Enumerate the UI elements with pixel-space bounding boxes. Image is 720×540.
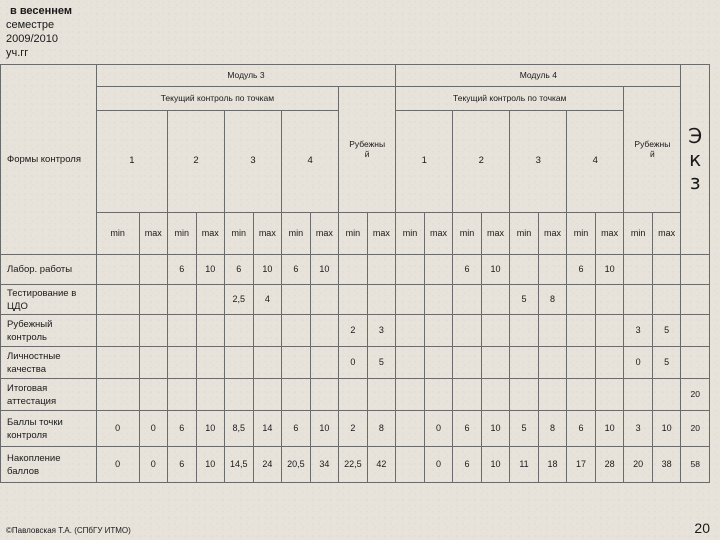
table-cell xyxy=(339,379,368,411)
table-cell: 2,5 xyxy=(225,285,254,315)
table-cell xyxy=(481,285,510,315)
table-cell: 20 xyxy=(681,411,710,447)
table-cell: 6 xyxy=(453,255,482,285)
table-cell: 6 xyxy=(225,255,254,285)
table-cell: 10 xyxy=(481,255,510,285)
row-label: Итоговая аттестация xyxy=(1,379,97,411)
row-label: Рубежный контроль xyxy=(1,315,97,347)
table-cell xyxy=(681,347,710,379)
table-cell xyxy=(367,285,396,315)
table-cell: 28 xyxy=(595,447,624,483)
max-header: max xyxy=(196,213,225,255)
control-table xyxy=(0,64,710,483)
table-cell: 10 xyxy=(481,447,510,483)
table-cell xyxy=(96,255,139,285)
module3-header: Модуль 3 xyxy=(96,65,395,87)
table-cell xyxy=(196,315,225,347)
max-header: max xyxy=(310,213,339,255)
table-cell xyxy=(595,347,624,379)
table-cell: 6 xyxy=(168,447,197,483)
table-cell: 0 xyxy=(424,447,453,483)
table-cell xyxy=(282,379,311,411)
exam-header xyxy=(681,65,710,255)
table-cell xyxy=(396,447,425,483)
table-cell xyxy=(681,315,710,347)
table-cell: 10 xyxy=(196,411,225,447)
table-cell xyxy=(225,347,254,379)
boundary-m4 xyxy=(624,87,681,213)
table-cell: 18 xyxy=(538,447,567,483)
table-cell xyxy=(310,379,339,411)
table-cell xyxy=(453,379,482,411)
table-cell: 5 xyxy=(652,347,681,379)
table-cell xyxy=(510,255,539,285)
table-cell: 34 xyxy=(310,447,339,483)
table-cell xyxy=(567,315,596,347)
page-number: 20 xyxy=(694,520,710,536)
table-cell xyxy=(538,315,567,347)
table-cell xyxy=(453,315,482,347)
table-row xyxy=(1,379,710,411)
table-cell xyxy=(367,255,396,285)
table-cell: 10 xyxy=(481,411,510,447)
table-cell xyxy=(282,347,311,379)
table-cell: 42 xyxy=(367,447,396,483)
boundary-label: Рубежный xyxy=(349,138,386,159)
boundary-m3 xyxy=(339,87,396,213)
table-cell xyxy=(652,379,681,411)
note-line: семестре xyxy=(6,19,55,31)
table-cell xyxy=(424,255,453,285)
table-cell xyxy=(310,347,339,379)
boundary-label: Рубежный xyxy=(634,138,671,159)
min-header: min xyxy=(339,213,368,255)
point-header: 1 xyxy=(96,111,167,213)
table-cell xyxy=(396,255,425,285)
table-cell xyxy=(538,347,567,379)
table-cell: 0 xyxy=(139,447,168,483)
table-cell: 10 xyxy=(595,255,624,285)
table-cell xyxy=(168,347,197,379)
point-header: 1 xyxy=(396,111,453,213)
table-cell: 8 xyxy=(538,411,567,447)
table-cell xyxy=(595,285,624,315)
table-cell xyxy=(168,315,197,347)
table-cell: 24 xyxy=(253,447,282,483)
table-cell: 3 xyxy=(367,315,396,347)
exam-label: Экз xyxy=(688,124,703,194)
table-cell xyxy=(567,379,596,411)
table-cell xyxy=(139,315,168,347)
table-cell xyxy=(396,411,425,447)
table-cell: 2 xyxy=(339,315,368,347)
table-cell: 0 xyxy=(339,347,368,379)
max-header: max xyxy=(367,213,396,255)
table-cell xyxy=(96,379,139,411)
row-label: Тестирование в ЦДО xyxy=(1,285,97,315)
table-cell: 6 xyxy=(453,411,482,447)
note-line: 2009/2010 xyxy=(6,33,58,45)
min-header: min xyxy=(453,213,482,255)
table-cell xyxy=(339,255,368,285)
max-header: max xyxy=(481,213,510,255)
max-header: max xyxy=(139,213,168,255)
table-cell xyxy=(510,315,539,347)
table-cell xyxy=(424,347,453,379)
table-cell xyxy=(396,315,425,347)
table-cell xyxy=(282,315,311,347)
table-cell xyxy=(96,285,139,315)
table-row xyxy=(1,285,710,315)
table-cell xyxy=(510,347,539,379)
table-cell xyxy=(168,285,197,315)
table-cell xyxy=(595,315,624,347)
table-cell: 10 xyxy=(595,411,624,447)
table-cell xyxy=(681,255,710,285)
table-cell xyxy=(139,347,168,379)
row-label: Накопление баллов xyxy=(1,447,97,483)
table-cell xyxy=(225,315,254,347)
min-header: min xyxy=(168,213,197,255)
table-cell xyxy=(139,285,168,315)
table-row xyxy=(1,315,710,347)
table-cell: 2 xyxy=(339,411,368,447)
table-cell: 6 xyxy=(567,255,596,285)
table-cell xyxy=(481,379,510,411)
table-cell: 10 xyxy=(196,255,225,285)
table-cell: 11 xyxy=(510,447,539,483)
table-cell: 3 xyxy=(624,411,653,447)
table-cell: 8 xyxy=(367,411,396,447)
min-header: min xyxy=(282,213,311,255)
table-cell: 6 xyxy=(282,255,311,285)
table-cell xyxy=(396,285,425,315)
table-cell xyxy=(310,285,339,315)
table-cell: 0 xyxy=(139,411,168,447)
table-cell xyxy=(624,379,653,411)
table-cell xyxy=(624,285,653,315)
table-cell: 5 xyxy=(510,411,539,447)
table-cell xyxy=(253,347,282,379)
row-label: Лабор. работы xyxy=(1,255,97,285)
min-header: min xyxy=(510,213,539,255)
table-cell xyxy=(253,315,282,347)
table-cell xyxy=(652,285,681,315)
min-header: min xyxy=(624,213,653,255)
table-cell xyxy=(339,285,368,315)
table-row xyxy=(1,411,710,447)
table-cell xyxy=(196,347,225,379)
table-cell: 14,5 xyxy=(225,447,254,483)
table-cell: 0 xyxy=(624,347,653,379)
table-cell xyxy=(253,379,282,411)
row-label: Баллы точки контроля xyxy=(1,411,97,447)
point-header: 3 xyxy=(510,111,567,213)
forms-header: Формы контроля xyxy=(1,65,97,255)
table-cell: 17 xyxy=(567,447,596,483)
table-cell xyxy=(225,379,254,411)
point-header: 4 xyxy=(567,111,624,213)
table-row xyxy=(1,347,710,379)
table-cell: 14 xyxy=(253,411,282,447)
module4-header: Модуль 4 xyxy=(396,65,681,87)
current-control-m3: Текущий контроль по точкам xyxy=(96,87,338,111)
table-cell xyxy=(424,379,453,411)
table-cell: 10 xyxy=(652,411,681,447)
point-header: 3 xyxy=(225,111,282,213)
table-cell: 10 xyxy=(310,411,339,447)
max-header: max xyxy=(652,213,681,255)
table-cell: 58 xyxy=(681,447,710,483)
table-cell: 6 xyxy=(168,255,197,285)
table-cell xyxy=(481,315,510,347)
max-header: max xyxy=(538,213,567,255)
table-cell xyxy=(367,379,396,411)
table-cell xyxy=(396,347,425,379)
point-header: 2 xyxy=(453,111,510,213)
table-cell: 5 xyxy=(510,285,539,315)
table-cell: 20 xyxy=(681,379,710,411)
max-header: max xyxy=(595,213,624,255)
table-cell xyxy=(282,285,311,315)
table-cell xyxy=(567,347,596,379)
table-cell xyxy=(538,255,567,285)
max-header: max xyxy=(253,213,282,255)
table-cell xyxy=(567,285,596,315)
table-cell: 8,5 xyxy=(225,411,254,447)
table-cell: 4 xyxy=(253,285,282,315)
min-header: min xyxy=(396,213,425,255)
table-cell xyxy=(624,255,653,285)
table-cell: 10 xyxy=(196,447,225,483)
table-cell: 3 xyxy=(624,315,653,347)
table-cell xyxy=(196,285,225,315)
table-cell: 6 xyxy=(567,411,596,447)
table-cell: 22,5 xyxy=(339,447,368,483)
copyright: ©Павловская Т.А. (СПбГУ ИТМО) xyxy=(6,526,131,535)
table-cell xyxy=(196,379,225,411)
table-cell: 0 xyxy=(96,447,139,483)
note-line: уч.гг xyxy=(6,47,29,59)
semester-note xyxy=(6,4,96,60)
table-cell xyxy=(424,285,453,315)
table-cell xyxy=(595,379,624,411)
table-cell xyxy=(510,379,539,411)
table-cell xyxy=(139,379,168,411)
table-cell: 6 xyxy=(168,411,197,447)
table-cell: 8 xyxy=(538,285,567,315)
table-cell: 6 xyxy=(453,447,482,483)
table-cell xyxy=(681,285,710,315)
max-header: max xyxy=(424,213,453,255)
table-cell: 0 xyxy=(96,411,139,447)
table-cell xyxy=(168,379,197,411)
table-cell xyxy=(310,315,339,347)
table-cell xyxy=(453,285,482,315)
table-cell xyxy=(396,379,425,411)
table-cell: 10 xyxy=(253,255,282,285)
table-row xyxy=(1,447,710,483)
table-cell: 0 xyxy=(424,411,453,447)
table-cell xyxy=(139,255,168,285)
table-cell: 20 xyxy=(624,447,653,483)
table-cell xyxy=(481,347,510,379)
table-cell xyxy=(96,315,139,347)
table-row xyxy=(1,255,710,285)
table-cell: 20,5 xyxy=(282,447,311,483)
table-cell: 5 xyxy=(652,315,681,347)
point-header: 2 xyxy=(168,111,225,213)
note-line: в весеннем xyxy=(10,5,73,17)
min-header: min xyxy=(225,213,254,255)
min-header: min xyxy=(567,213,596,255)
current-control-m4: Текущий контроль по точкам xyxy=(396,87,624,111)
table-cell xyxy=(652,255,681,285)
table-cell xyxy=(424,315,453,347)
row-label: Личностные качества xyxy=(1,347,97,379)
table-cell: 6 xyxy=(282,411,311,447)
point-header: 4 xyxy=(282,111,339,213)
table-cell: 38 xyxy=(652,447,681,483)
table-cell xyxy=(453,347,482,379)
table-cell: 10 xyxy=(310,255,339,285)
min-header: min xyxy=(96,213,139,255)
table-cell xyxy=(538,379,567,411)
table-cell: 5 xyxy=(367,347,396,379)
table-cell xyxy=(96,347,139,379)
